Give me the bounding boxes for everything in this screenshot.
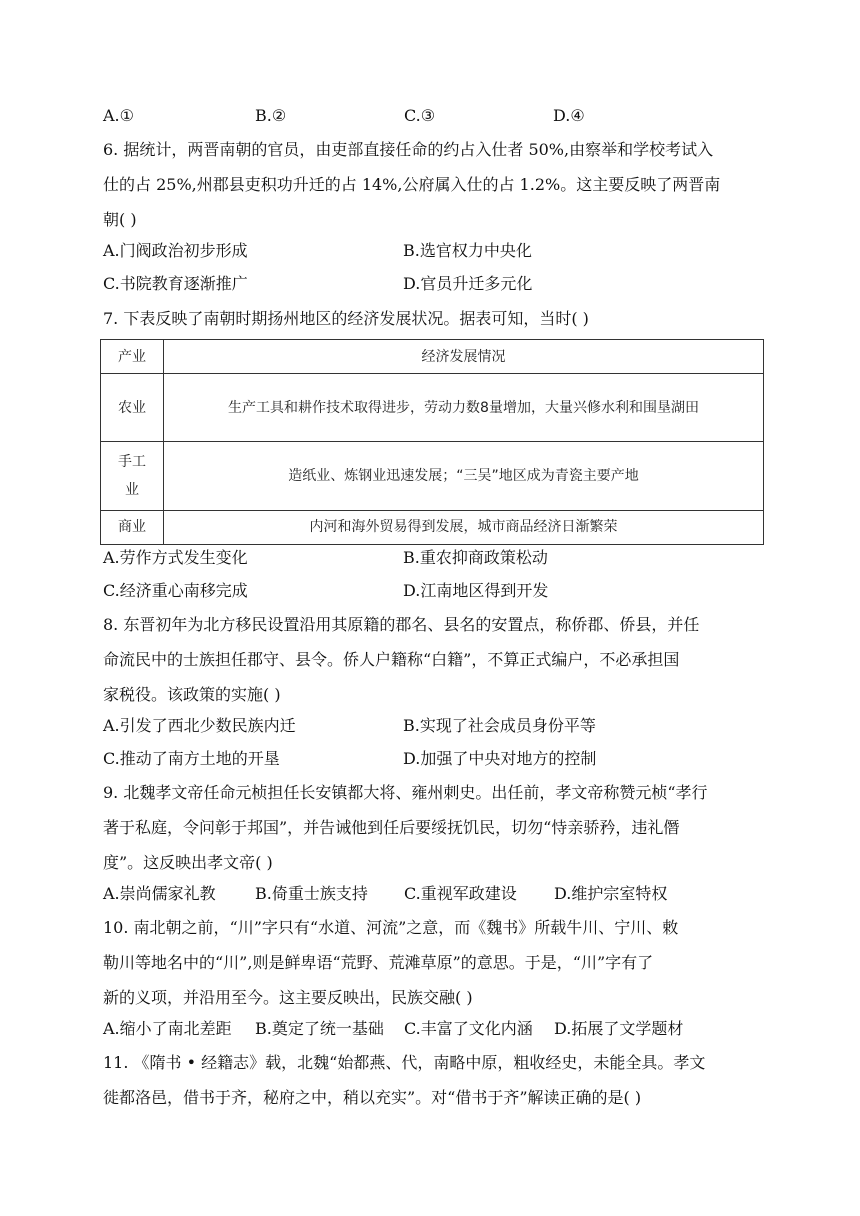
q9-option-d: D.维护宗室特权 (554, 884, 668, 903)
q8-option-c: C.推动了南方土地的开垦 (103, 749, 280, 768)
q8-option-a: A.引发了西北少数民族内迁 (103, 716, 296, 735)
q7-option-b: B.重农抑商政策松动 (403, 548, 548, 567)
q9-stem-line1: 9. 北魏孝文帝任命元桢担任长安镇都大将、雍州刺史。出任前，孝文帝称赞元桢“孝行 (103, 783, 708, 802)
q9-stem-line2: 著于私庭，令问彰于邦国”，并告诫他到任后要绥抚饥民，切勿“恃亲骄矜，违礼僭 (103, 818, 680, 837)
q11-stem-line2: 徙都洛邑，借书于齐，秘府之中，稍以充实”。对“借书于齐”解读正确的是( ) (103, 1088, 642, 1107)
q9-option-c: C.重视军政建设 (404, 884, 517, 903)
q6-option-d: D.官员升迁多元化 (403, 274, 533, 293)
q7-option-d: D.江南地区得到开发 (403, 581, 549, 600)
q8-option-d: D.加强了中央对地方的控制 (403, 749, 597, 768)
q11-stem-line1: 11. 《隋书 • 经籍志》载，北魏“始都燕、代，南略中原，粗收经史，未能全具。孝文 (103, 1053, 706, 1072)
q6-stem-line3: 朝( ) (103, 210, 137, 229)
table-row (101, 442, 764, 510)
q5-option-c: C.③ (404, 106, 436, 125)
q7-option-c: C.经济重心南移完成 (103, 581, 248, 600)
q8-stem-line2: 命流民中的士族担任郡守、县令。侨人户籍称“白籍”，不算正式编户，不必承担国 (103, 650, 680, 669)
q10-stem-line1: 10. 南北朝之前，“川”字只有“水道、河流”之意，而《魏书》所载牛川、宁川、敕 (103, 918, 679, 937)
table-cell-detail: 生产工具和耕作技术取得进步，劳动力数8量增加，大量兴修水利和围垦湖田 (164, 374, 764, 442)
table-cell-detail: 造纸业、炼钢业迅速发展；“三吴”地区成为青瓷主要产地 (164, 442, 764, 510)
table-header-industry: 产业 (101, 340, 164, 374)
table-cell-industry: 商业 (101, 510, 164, 544)
q5-option-d: D.④ (553, 106, 585, 125)
q7-option-a: A.劳作方式发生变化 (103, 548, 248, 567)
table-cell-industry: 农业 (101, 374, 164, 442)
q6-stem-line1: 6. 据统计，两晋南朝的官员，由吏部直接任命的约占入仕者 50%,由察举和学校考试入 (103, 140, 714, 159)
q9-stem-line3: 度”。这反映出孝文帝( ) (103, 853, 273, 872)
q10-option-d: D.拓展了文学题材 (554, 1019, 684, 1038)
q6-option-c: C.书院教育逐渐推广 (103, 274, 248, 293)
q10-stem-line3: 新的义项，并沿用至今。这主要反映出，民族交融( ) (103, 988, 473, 1007)
table-cell-industry: 手工业 (101, 442, 164, 510)
q9-option-b: B.倚重士族支持 (255, 884, 368, 903)
q8-stem-line3: 家税役。该政策的实施( ) (103, 685, 281, 704)
table-row (101, 374, 764, 442)
table-header-row (101, 340, 764, 374)
q5-option-b: B.② (255, 106, 287, 125)
q6-stem-line2: 仕的占 25%,州郡县吏积功升迁的占 14%,公府属入仕的占 1.2%。这主要反映了两晋南 (103, 175, 721, 194)
q10-option-a: A.缩小了南北差距 (103, 1019, 232, 1038)
q8-stem-line1: 8. 东晋初年为北方移民设置沿用其原籍的郡名、县名的安置点，称侨郡、侨县，并任 (103, 615, 700, 634)
q10-stem-line2: 勒川等地名中的“川”,则是鲜卑语“荒野、荒滩草原”的意思。于是，“川”字有了 (103, 953, 654, 972)
table-cell-detail: 内河和海外贸易得到发展，城市商品经济日渐繁荣 (164, 510, 764, 544)
q5-option-a: A.① (103, 106, 134, 125)
table-row (101, 510, 764, 544)
economy-table (100, 339, 764, 545)
q6-option-b: B.选官权力中央化 (403, 241, 532, 260)
q10-option-b: B.奠定了统一基础 (255, 1019, 384, 1038)
q9-option-a: A.崇尚儒家礼教 (103, 884, 216, 903)
table-header-detail: 经济发展情况 (164, 340, 764, 374)
q7-stem-line1: 7. 下表反映了南朝时期扬州地区的经济发展状况。据表可知，当时( ) (103, 309, 589, 328)
q6-option-a: A.门阀政治初步形成 (103, 241, 248, 260)
q8-option-b: B.实现了社会成员身份平等 (403, 716, 596, 735)
q10-option-c: C.丰富了文化内涵 (404, 1019, 533, 1038)
